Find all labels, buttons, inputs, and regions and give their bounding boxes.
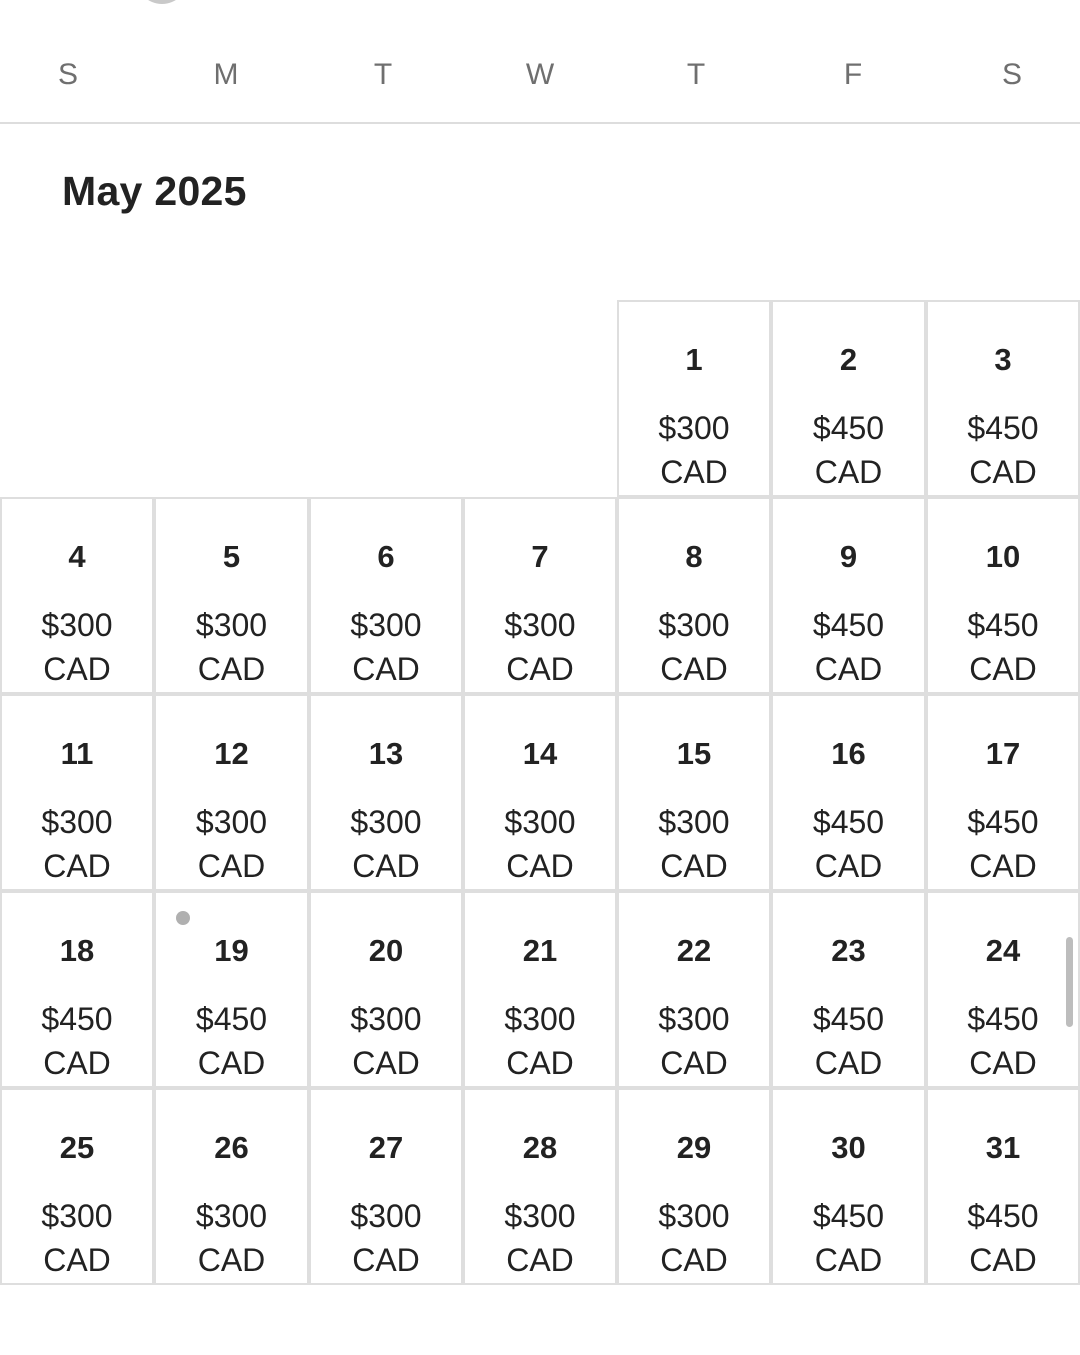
- day-price: [2, 800, 152, 888]
- day-price: [773, 997, 924, 1085]
- calendar-day-cell[interactable]: [926, 694, 1080, 891]
- price-amount: $450: [812, 607, 885, 643]
- price-currency: CAD: [814, 1242, 883, 1278]
- day-number: 29: [676, 1130, 712, 1165]
- price-amount: $450: [195, 1001, 268, 1037]
- day-number: 17: [985, 736, 1021, 771]
- day-number: 19: [214, 933, 249, 968]
- day-price: [465, 997, 615, 1085]
- price-amount: $450: [967, 804, 1039, 840]
- day-number: 9: [839, 539, 858, 574]
- day-number: 11: [60, 736, 94, 771]
- price-currency: CAD: [43, 1242, 111, 1278]
- price-currency: CAD: [506, 1242, 574, 1278]
- day-price: [928, 997, 1078, 1085]
- calendar-day-cell[interactable]: [463, 497, 617, 694]
- price-currency: CAD: [660, 848, 728, 884]
- day-number: 13: [368, 736, 404, 771]
- month-title: May 2025: [62, 168, 247, 214]
- price-currency: CAD: [506, 1045, 574, 1081]
- weekday-wednesday: W: [525, 58, 555, 91]
- day-number: 28: [522, 1130, 558, 1165]
- price-amount: $300: [658, 804, 730, 840]
- price-currency: CAD: [814, 454, 883, 490]
- calendar-day-cell[interactable]: [617, 1088, 771, 1285]
- price-amount: $300: [41, 804, 113, 840]
- day-number: 5: [222, 539, 241, 574]
- calendar-day-cell[interactable]: [309, 1088, 463, 1285]
- day-price: [465, 1194, 615, 1282]
- day-number: 10: [985, 539, 1021, 574]
- calendar-day-cell[interactable]: [926, 497, 1080, 694]
- calendar-day-cell[interactable]: [154, 497, 309, 694]
- calendar-day-cell[interactable]: [463, 1088, 617, 1285]
- price-amount: $300: [658, 1198, 730, 1234]
- price-amount: $300: [504, 804, 576, 840]
- calendar-day-cell[interactable]: [771, 497, 926, 694]
- price-amount: $450: [812, 410, 885, 446]
- calendar-day-cell[interactable]: [0, 694, 154, 891]
- calendar-day-cell[interactable]: [309, 891, 463, 1088]
- price-amount: $300: [504, 1198, 576, 1234]
- calendar-day-cell[interactable]: [617, 300, 771, 497]
- day-number: 2: [839, 342, 858, 377]
- price-amount: $300: [350, 607, 422, 643]
- price-currency: CAD: [43, 1045, 111, 1081]
- day-price: [928, 1194, 1078, 1282]
- price-currency: CAD: [506, 651, 574, 687]
- day-number: 23: [831, 933, 866, 968]
- calendar-day-cell[interactable]: [0, 497, 154, 694]
- calendar-day-cell[interactable]: [463, 891, 617, 1088]
- day-number: 30: [831, 1130, 866, 1165]
- price-currency: CAD: [969, 848, 1037, 884]
- day-number: 15: [676, 736, 712, 771]
- price-currency: CAD: [197, 651, 266, 687]
- day-price: [773, 603, 924, 691]
- price-currency: CAD: [969, 1242, 1037, 1278]
- price-amount: $450: [41, 1001, 113, 1037]
- day-price: [928, 800, 1078, 888]
- price-currency: CAD: [814, 651, 883, 687]
- calendar-day-cell[interactable]: [0, 1088, 154, 1285]
- price-currency: CAD: [969, 1045, 1037, 1081]
- calendar-day-cell[interactable]: [154, 891, 309, 1088]
- price-currency: CAD: [660, 1045, 728, 1081]
- price-currency: CAD: [660, 651, 728, 687]
- price-amount: $300: [195, 607, 268, 643]
- price-currency: CAD: [352, 1242, 420, 1278]
- weekday-monday: M: [213, 58, 239, 91]
- price-amount: $300: [350, 1198, 422, 1234]
- day-number: 24: [985, 933, 1021, 968]
- day-price: [311, 603, 461, 691]
- price-currency: CAD: [352, 1045, 420, 1081]
- price-amount: $300: [195, 1198, 268, 1234]
- calendar-day-cell[interactable]: [617, 891, 771, 1088]
- calendar-day-cell[interactable]: [617, 694, 771, 891]
- price-amount: $450: [812, 1001, 885, 1037]
- price-currency: CAD: [969, 454, 1037, 490]
- price-currency: CAD: [43, 848, 111, 884]
- day-number: 4: [68, 539, 86, 574]
- calendar-day-cell[interactable]: [926, 1088, 1080, 1285]
- calendar-day-cell[interactable]: [617, 497, 771, 694]
- day-price: [465, 603, 615, 691]
- day-price: [311, 997, 461, 1085]
- weekday-saturday: S: [1001, 58, 1022, 91]
- scrollbar[interactable]: [1066, 937, 1073, 1027]
- weekday-header: [0, 40, 1080, 124]
- calendar-day-cell[interactable]: [309, 497, 463, 694]
- day-price: [2, 997, 152, 1085]
- day-price: [773, 800, 924, 888]
- price-amount: $300: [658, 410, 730, 446]
- calendar-day-cell[interactable]: [926, 891, 1080, 1088]
- calendar-day-cell[interactable]: [154, 694, 309, 891]
- price-amount: $450: [812, 1198, 885, 1234]
- day-number: 6: [377, 539, 395, 574]
- day-number: 21: [522, 933, 558, 968]
- day-price: [619, 1194, 769, 1282]
- weekday-friday: F: [843, 58, 863, 91]
- day-number: 20: [368, 933, 404, 968]
- price-amount: $300: [658, 1001, 730, 1037]
- day-price: [156, 800, 307, 888]
- day-number: 14: [522, 736, 558, 771]
- price-currency: CAD: [814, 848, 883, 884]
- price-currency: CAD: [352, 848, 420, 884]
- calendar-day-cell[interactable]: [463, 694, 617, 891]
- day-price: [311, 1194, 461, 1282]
- day-price: [619, 406, 769, 494]
- price-amount: $300: [350, 804, 422, 840]
- price-currency: CAD: [197, 1045, 266, 1081]
- day-price: [773, 406, 924, 494]
- price-amount: $300: [504, 1001, 576, 1037]
- day-number: 1: [685, 342, 703, 377]
- day-number: 7: [531, 539, 549, 574]
- day-number: 16: [831, 736, 866, 771]
- calendar-day-cell[interactable]: [771, 694, 926, 891]
- day-number: 12: [214, 736, 249, 771]
- calendar-grid: [0, 300, 1080, 1286]
- day-number: 22: [676, 933, 712, 968]
- calendar-day-cell[interactable]: [154, 1088, 309, 1285]
- price-amount: $450: [812, 804, 885, 840]
- day-price: [619, 603, 769, 691]
- price-amount: $300: [658, 607, 730, 643]
- price-amount: $450: [967, 1001, 1039, 1037]
- day-number: 31: [985, 1130, 1021, 1165]
- price-amount: $300: [350, 1001, 422, 1037]
- price-amount: $300: [195, 804, 268, 840]
- price-amount: $450: [967, 607, 1039, 643]
- price-currency: CAD: [352, 651, 420, 687]
- day-price: [928, 603, 1078, 691]
- price-amount: $300: [41, 607, 113, 643]
- price-currency: CAD: [969, 651, 1037, 687]
- price-currency: CAD: [660, 1242, 728, 1278]
- day-number: 3: [994, 342, 1012, 377]
- price-currency: CAD: [197, 848, 266, 884]
- day-price: [156, 603, 307, 691]
- day-number: 27: [368, 1130, 404, 1165]
- price-amount: $450: [967, 1198, 1039, 1234]
- weekday-sunday: S: [57, 58, 78, 91]
- price-currency: CAD: [43, 651, 111, 687]
- price-amount: $450: [967, 410, 1039, 446]
- price-amount: $300: [504, 607, 576, 643]
- day-price: [156, 1194, 307, 1282]
- day-number: 25: [59, 1130, 95, 1165]
- day-price: [465, 800, 615, 888]
- weekday-tuesday: T: [373, 58, 393, 91]
- day-number: 18: [59, 933, 95, 968]
- day-number: 8: [685, 539, 703, 574]
- calendar-day-cell[interactable]: [771, 300, 926, 497]
- price-currency: CAD: [814, 1045, 883, 1081]
- price-currency: CAD: [197, 1242, 266, 1278]
- day-price: [2, 1194, 152, 1282]
- day-price: [311, 800, 461, 888]
- calendar-day-cell[interactable]: [926, 300, 1080, 497]
- day-price: [773, 1194, 924, 1282]
- calendar-day-cell[interactable]: [771, 891, 926, 1088]
- day-number: 26: [214, 1130, 249, 1165]
- calendar-day-cell[interactable]: [0, 891, 154, 1088]
- price-currency: CAD: [660, 454, 728, 490]
- calendar-day-cell[interactable]: [771, 1088, 926, 1285]
- day-price: [619, 800, 769, 888]
- day-price: [2, 603, 152, 691]
- weekday-thursday: T: [686, 58, 706, 91]
- day-price: [156, 997, 307, 1085]
- calendar-day-cell[interactable]: [309, 694, 463, 891]
- today-indicator-dot: [176, 911, 190, 925]
- partial-icon: [136, 0, 188, 4]
- day-price: [928, 406, 1078, 494]
- day-price: [619, 997, 769, 1085]
- price-amount: $300: [41, 1198, 113, 1234]
- price-currency: CAD: [506, 848, 574, 884]
